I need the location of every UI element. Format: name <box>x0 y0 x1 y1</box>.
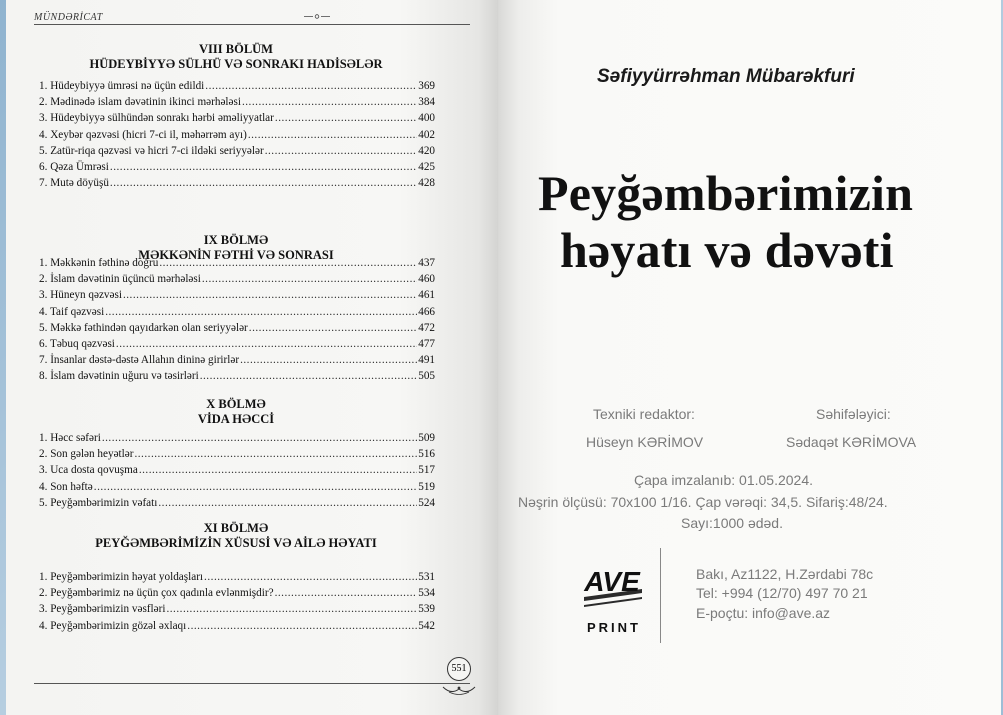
toc-entry-title: 5. Peyğəmbərimizin vəfatı <box>39 496 158 509</box>
book-title <box>538 165 998 279</box>
toc-entry-page: 437 <box>418 257 435 269</box>
toc-leader-dots <box>134 448 417 461</box>
toc-entry-page: 531 <box>418 571 435 583</box>
toc-entry[interactable] <box>39 112 435 125</box>
toc-leader-dots <box>139 464 417 477</box>
toc-entry-title: 3. Hüneyn qəzvəsi <box>39 289 122 302</box>
toc-entry-page: 402 <box>418 128 435 141</box>
toc-entry[interactable] <box>39 587 435 600</box>
toc-entry[interactable] <box>39 273 435 286</box>
toc-entry[interactable] <box>39 497 435 510</box>
publisher-phone: Tel: +994 (12/70) 497 70 21 <box>696 585 868 601</box>
toc-entry[interactable] <box>39 354 435 367</box>
footer-rule <box>34 683 470 684</box>
toc-leader-dots <box>240 354 417 367</box>
toc-entry-page: 519 <box>418 480 435 493</box>
toc-entry-title: 2. Peyğəmbərimiz nə üçün çox qadınla evlənmişdir? <box>39 587 274 600</box>
left-page <box>6 0 498 715</box>
toc-leader-dots <box>205 80 417 93</box>
header-ornament-icon <box>304 14 330 19</box>
toc-entry-page: 491 <box>418 354 435 367</box>
toc-leader-dots <box>275 112 417 125</box>
toc-entry[interactable] <box>39 448 435 461</box>
toc-entry-page: 466 <box>418 305 435 318</box>
toc-entry-title: 7. İnsanlar dəstə-dəstə Allahın dininə girirlər <box>39 354 240 367</box>
toc-entry-page: 534 <box>418 587 435 600</box>
toc-entry-page: 517 <box>418 464 435 477</box>
section-heading <box>56 42 416 72</box>
toc-entry-page: 369 <box>418 80 435 92</box>
toc-entry-page: 425 <box>418 161 435 173</box>
layout-editor-name: Sədaqət KƏRİMOVA <box>786 434 917 450</box>
toc-entry-page: 461 <box>418 289 435 302</box>
toc-entry-title: 2. İslam dəvətinin üçüncü mərhələsi <box>39 273 201 286</box>
toc-entry-page: 400 <box>418 112 435 125</box>
logo-top-text: AVE <box>584 566 640 597</box>
section-title: HÜDEYBİYYƏ SÜLHÜ VƏ SONRAKI HADİSƏLƏR <box>89 57 383 71</box>
author-name: Səfiyyürrəhman Mübarəkfuri <box>597 66 855 87</box>
logo-bottom-text: PRINT <box>587 620 641 635</box>
toc-leader-dots <box>110 161 417 174</box>
toc-entry-page: 428 <box>418 177 435 190</box>
toc-entry-title: 4. Son həftə <box>39 480 93 493</box>
footer-ornament-icon <box>439 683 479 697</box>
toc-entry[interactable] <box>39 338 435 351</box>
section-title: PEYĞƏMBƏRİMİZİN XÜSUSİ VƏ AİLƏ HƏYATI <box>95 536 377 550</box>
toc-entry[interactable] <box>39 306 435 319</box>
toc-entry-title: 6. Qəza Ümrəsi <box>39 161 109 173</box>
toc-entry-title: 5. Məkkə fəthindən qayıdarkən olan seriyyələr <box>39 321 248 334</box>
toc-entry[interactable] <box>39 145 435 158</box>
toc-entry-title: 8. İslam dəvətinin uğuru və təsirləri <box>39 370 199 383</box>
section-heading <box>56 521 416 551</box>
ave-logo-icon <box>582 563 646 613</box>
toc-entry-page: 539 <box>418 603 435 616</box>
section-number: X BÖLMƏ <box>206 397 266 411</box>
toc-entry[interactable] <box>39 257 435 270</box>
toc-entry-title: 3. Peyğəmbərimizin vəsfləri <box>39 603 166 616</box>
toc-entry[interactable] <box>39 80 435 93</box>
toc-leader-dots <box>249 322 417 335</box>
toc-entry-title: 1. Məkkənin fəthinə doğru <box>39 257 159 269</box>
toc-entry-title: 6. Təbuq qəzvəsi <box>39 338 115 350</box>
toc-entry-title: 1. Həcc səfəri <box>39 432 101 444</box>
toc-entry[interactable] <box>39 481 435 494</box>
toc-leader-dots <box>187 620 417 633</box>
toc-entry[interactable] <box>39 96 435 109</box>
toc-entry[interactable] <box>39 129 435 142</box>
toc-entry-page: 505 <box>418 370 435 383</box>
toc-entry[interactable] <box>39 603 435 616</box>
toc-leader-dots <box>110 177 417 190</box>
toc-leader-dots <box>202 273 417 286</box>
section-number: IX BÖLMƏ <box>203 233 269 247</box>
tech-editor-name: Hüseyn KƏRİMOV <box>586 434 704 450</box>
toc-entry[interactable] <box>39 620 435 633</box>
section-number: XI BÖLMƏ <box>203 521 269 535</box>
toc-entry[interactable] <box>39 177 435 190</box>
toc-leader-dots <box>242 96 417 109</box>
toc-leader-dots <box>123 289 417 302</box>
toc-entry-page: 542 <box>418 619 435 632</box>
toc-entry-title: 4. Xeybər qəzvəsi (hicri 7-ci il, məhərrəm ayı) <box>39 128 247 141</box>
toc-entry-title: 2. Mədinədə islam dəvətinin ikinci mərhələsi <box>39 96 241 109</box>
toc-leader-dots <box>102 432 417 445</box>
toc-leader-dots <box>94 481 417 494</box>
toc-entry-page: 509 <box>418 432 435 444</box>
tech-editor-label: Texniki redaktor: <box>593 406 695 422</box>
ave-print-logo <box>582 563 646 633</box>
toc-entry[interactable] <box>39 571 435 584</box>
signed-date: Çapa imzalanıb: 01.05.2024. <box>634 472 814 488</box>
toc-entry[interactable] <box>39 370 435 383</box>
page-number: 551 <box>447 657 471 681</box>
book-title-line-1: Peyğəmbərimizin <box>538 165 914 221</box>
toc-entry-page: 420 <box>418 144 435 157</box>
toc-leader-dots <box>159 257 417 270</box>
toc-leader-dots <box>275 587 418 600</box>
toc-entry[interactable] <box>39 289 435 302</box>
toc-entry[interactable] <box>39 432 435 445</box>
publisher-email: E-poçtu: info@ave.az <box>696 605 831 621</box>
header-label: MÜNDƏRİCAT <box>34 12 103 23</box>
publisher-address: Bakı, Az1122, H.Zərdabi 78c <box>696 566 874 582</box>
layout-editor-label: Səhifələyici: <box>816 406 891 422</box>
toc-entry-title: 2. Son gələn heyətlər <box>39 448 134 461</box>
toc-leader-dots <box>166 603 417 616</box>
section-number: VIII BÖLÜM <box>199 42 273 56</box>
header-rule <box>34 24 470 25</box>
toc-entry-title: 3. Hüdeybiyyə sülhündən sonrakı hərbi əməliyyatlar <box>39 112 274 125</box>
print-format: Nəşrin ölçüsü: 70x100 1/16. Çap vərəqi: 34,5. Sifariş:48/24. <box>518 494 888 510</box>
toc-entry-page: 524 <box>418 496 435 509</box>
copies-count: Sayı:1000 ədəd. <box>681 515 783 531</box>
toc-entry[interactable] <box>39 322 435 335</box>
toc-entry-title: 5. Zatür-riqa qəzvəsi və hicri 7-ci ildəki seriyyələr <box>39 144 264 157</box>
section-heading <box>56 397 416 427</box>
toc-entry-title: 3. Uca dosta qovuşma <box>39 464 138 477</box>
logo-divider <box>660 548 661 643</box>
toc-entry-page: 472 <box>418 321 435 334</box>
toc-leader-dots <box>105 306 417 319</box>
toc-entry-title: 4. Taif qəzvəsi <box>39 305 105 318</box>
toc-entry-page: 516 <box>418 448 435 461</box>
section-title: MƏKKƏNİN FƏTHİ VƏ SONRASI <box>138 248 334 262</box>
section-title: VİDA HƏCCİ <box>197 412 275 426</box>
toc-entry[interactable] <box>39 464 435 477</box>
toc-entry-page: 384 <box>418 96 435 109</box>
toc-leader-dots <box>265 145 418 158</box>
toc-entry-page: 460 <box>418 273 435 286</box>
toc-leader-dots <box>248 129 417 142</box>
toc-leader-dots <box>116 338 417 351</box>
toc-entry[interactable] <box>39 161 435 174</box>
toc-entry-title: 7. Mutə döyüşü <box>39 177 109 190</box>
toc-leader-dots <box>158 497 417 510</box>
toc-entry-title: 1. Hüdeybiyyə ümrəsi nə üçün edildi <box>39 80 205 92</box>
toc-leader-dots <box>204 571 417 584</box>
toc-entry-title: 1. Peyğəmbərimizin həyat yoldaşları <box>39 571 204 583</box>
toc-entry-title: 4. Peyğəmbərimizin gözəl əxlaqı <box>39 619 187 632</box>
toc-leader-dots <box>200 370 418 383</box>
book-title-line-2: həyatı və dəvəti <box>560 222 894 278</box>
toc-entry-page: 477 <box>418 338 435 350</box>
